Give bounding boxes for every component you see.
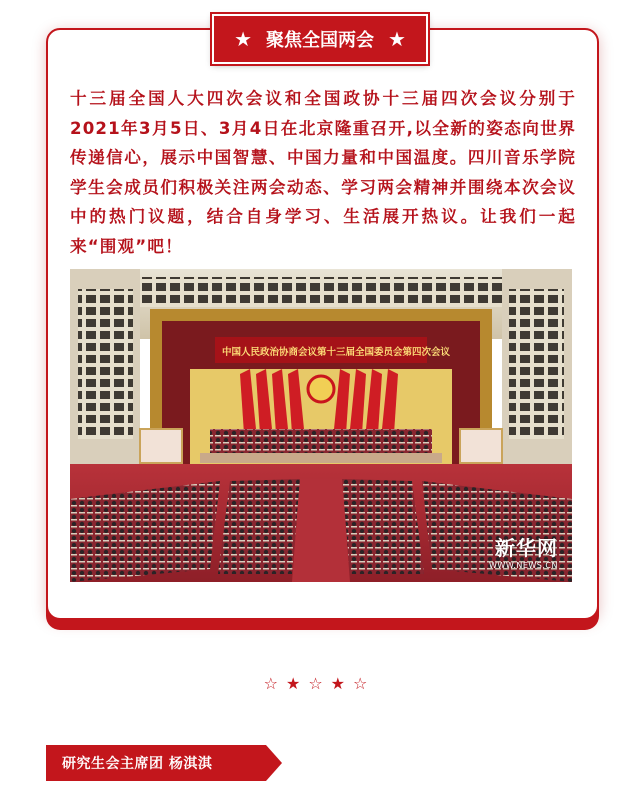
author-credit-label: 研究生会主席团 杨淇淇 (46, 745, 266, 781)
photo-banner-text: 中国人民政治协商会议第十三届全国委员会第四次会议 (222, 347, 451, 358)
star-divider: ☆★☆★☆ (263, 674, 376, 693)
credit-arrow-icon (266, 745, 282, 781)
photo-watermark (489, 532, 558, 570)
section-title-tab (212, 14, 428, 64)
star-icon: ★ (388, 27, 406, 51)
watermark-url: WWW.NEWS.CN (489, 561, 558, 570)
conference-photo (70, 269, 572, 582)
section-title: 聚焦全国两会 (266, 30, 374, 51)
author-credit (46, 745, 286, 781)
intro-paragraph: 十三届全国人大四次会议和全国政协十三届四次会议分别于2021年3月5日、3月4日在北京隆重召开,以全新的姿态向世界传递信心，展示中国智慧、中国力量和中国温度。四川音乐学院学生会成员们积极关注两会动态、学习两会精神并围绕本次会议中的热门议题，结合自身学习、生活展开热议。让我们一起来“围观”吧！ (70, 89, 576, 256)
watermark-logo-text: 新华网 (495, 536, 558, 560)
star-icon: ★ (234, 27, 252, 51)
